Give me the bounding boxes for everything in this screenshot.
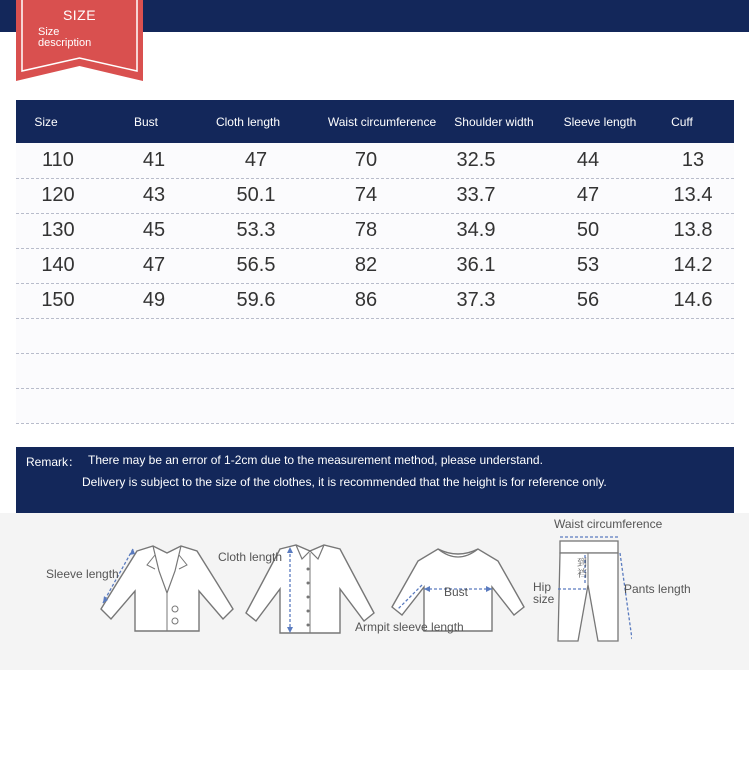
- header-size: Size: [34, 114, 58, 129]
- cell-waist: 70: [354, 149, 378, 171]
- cell-sleeve: 44: [576, 149, 600, 171]
- sleeve-length-label: Sleeve length: [46, 567, 119, 581]
- cell-cuff: 14.6: [673, 289, 713, 311]
- armpit-sleeve-length-label: Armpit sleeve length: [355, 620, 464, 634]
- header-cuff: Cuff: [671, 114, 693, 129]
- cell-cuff: 13.8: [673, 219, 713, 241]
- remark-text-line2: Delivery is subject to the size of the clothes, it is recommended that the height is for reference only.: [82, 475, 607, 489]
- bust-label: Bust: [444, 585, 469, 599]
- waist-circumference-label: Waist circumference: [554, 517, 663, 531]
- remark-label: Remark：: [26, 455, 81, 469]
- hip-size-line2: size: [533, 592, 555, 606]
- cell-shoulder: 36.1: [456, 254, 496, 276]
- size-table-body: [16, 143, 734, 423]
- table-row: [16, 213, 734, 249]
- table-row: [16, 283, 734, 319]
- empty-table-row: [16, 388, 734, 424]
- cell-bust: 47: [142, 254, 166, 276]
- header-shoulder-width: Shoulder width: [454, 114, 534, 129]
- cell-waist: 74: [354, 184, 378, 206]
- cell-waist: 82: [354, 254, 378, 276]
- badge-subtitle-line1: Size: [38, 26, 60, 38]
- cell-bust: 45: [142, 219, 166, 241]
- measurement-diagram: [0, 513, 749, 670]
- cell-shoulder: 37.3: [456, 289, 496, 311]
- crotch-label: [577, 558, 587, 580]
- cell-cloth-length: 47: [244, 149, 268, 171]
- remark-box: [16, 447, 734, 513]
- cell-cuff: 14.2: [673, 254, 713, 276]
- cell-size: 110: [42, 149, 74, 171]
- header-waist-circumference: Waist circumference: [327, 114, 437, 129]
- cell-cloth-length: 59.6: [236, 289, 276, 311]
- hip-size-label: [533, 581, 554, 605]
- cell-bust: 41: [142, 149, 166, 171]
- empty-table-row: [16, 318, 734, 354]
- cell-bust: 43: [142, 184, 166, 206]
- badge-subtitle-line2: description: [38, 37, 92, 49]
- cell-cloth-length: 50.1: [236, 184, 276, 206]
- cell-cuff: 13.4: [673, 184, 713, 206]
- cell-shoulder: 33.7: [456, 184, 496, 206]
- cell-shoulder: 32.5: [456, 149, 496, 171]
- table-row: [16, 143, 734, 179]
- table-row: [16, 178, 734, 214]
- remark-text-line1: There may be an error of 1-2cm due to the measurement method, please understand.: [88, 453, 543, 467]
- badge-title: SIZE: [62, 7, 97, 23]
- hip-size-line1: Hip: [533, 580, 552, 594]
- crotch-label-char1: 到: [577, 558, 587, 569]
- cell-sleeve: 56: [576, 289, 600, 311]
- cell-bust: 49: [142, 289, 166, 311]
- cell-cloth-length: 56.5: [236, 254, 276, 276]
- cell-size: 150: [41, 289, 75, 311]
- cell-cuff: 13: [681, 149, 705, 171]
- cloth-length-label: Cloth length: [218, 550, 283, 564]
- cell-size: 120: [41, 184, 75, 206]
- pants-illustration: [552, 529, 632, 647]
- header-cloth-length: Cloth length: [215, 114, 281, 129]
- crotch-label-char2: 裆: [577, 569, 587, 580]
- size-table-header: [16, 100, 734, 143]
- cell-sleeve: 50: [576, 219, 600, 241]
- cell-shoulder: 34.9: [456, 219, 496, 241]
- pants-length-label: Pants length: [624, 582, 691, 596]
- badge-subtitle: [38, 27, 91, 49]
- header-bust: Bust: [133, 114, 158, 129]
- cell-sleeve: 47: [576, 184, 600, 206]
- cell-waist: 78: [354, 219, 378, 241]
- cell-size: 130: [41, 219, 75, 241]
- cell-cloth-length: 53.3: [236, 219, 276, 241]
- table-row: [16, 248, 734, 284]
- header-sleeve-length: Sleeve length: [563, 114, 637, 129]
- empty-table-row: [16, 353, 734, 389]
- cell-waist: 86: [354, 289, 378, 311]
- cell-sleeve: 53: [576, 254, 600, 276]
- cell-size: 140: [41, 254, 75, 276]
